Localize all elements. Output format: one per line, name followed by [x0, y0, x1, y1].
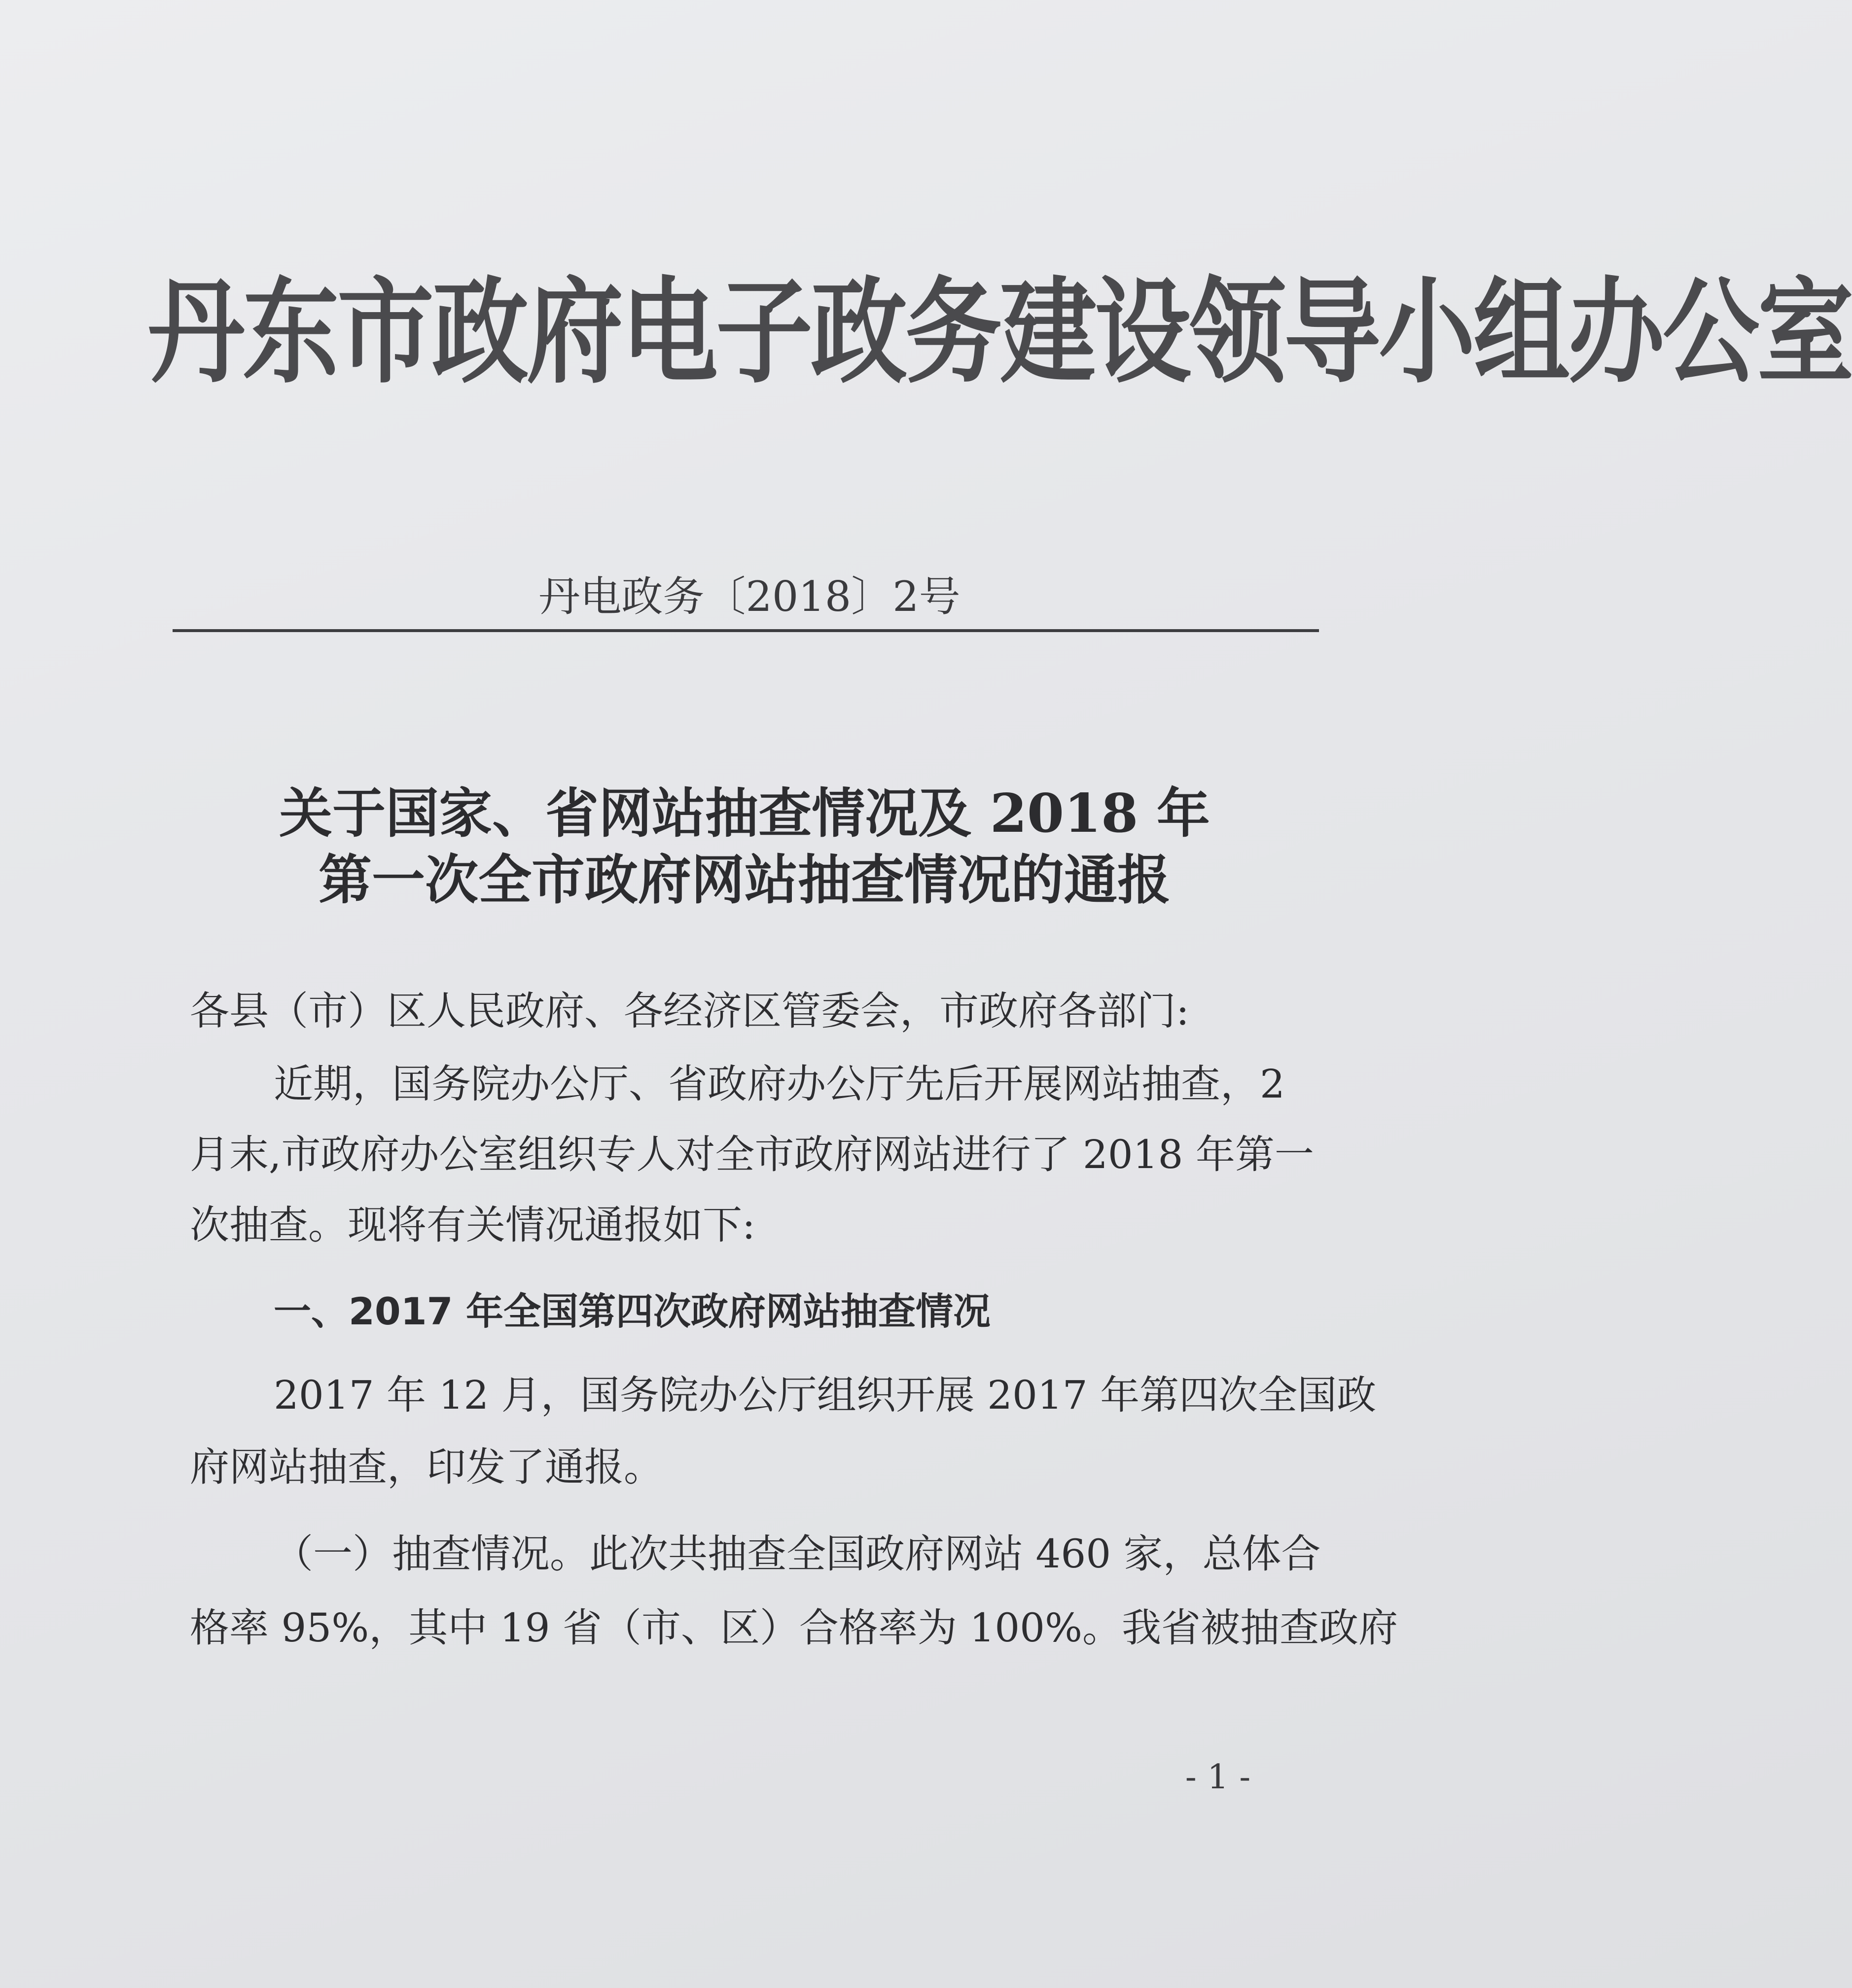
document-title-line-2: 第一次全市政府网站抽查情况的通报 — [318, 849, 1171, 911]
section-heading-1: 一、2017 年全国第四次政府网站抽查情况 — [274, 1289, 991, 1333]
document-title-line-1: 关于国家、省网站抽查情况及 2018 年 — [279, 782, 1210, 845]
section-1-paragraph-2-line-2: 格率 95%，其中 19 省（市、区）合格率为 100%。我省被抽查政府 — [190, 1605, 1398, 1651]
document-number: 丹电政务〔2018〕2号 — [538, 572, 961, 621]
addressee-line: 各县（市）区人民政府、各经济区管委会，市政府各部门: — [190, 988, 1189, 1034]
section-1-paragraph-1-line-2: 府网站抽查，印发了通报。 — [190, 1444, 663, 1490]
issuer-header: 丹东市政府电子政务建设领导小组办公室 — [148, 266, 1852, 399]
header-divider — [173, 629, 1319, 632]
intro-paragraph-line-1: 近期，国务院办公厅、省政府办公厅先后开展网站抽查，2 — [274, 1061, 1285, 1107]
section-1-paragraph-1-line-1: 2017 年 12 月，国务院办公厅组织开展 2017 年第四次全国政 — [274, 1372, 1377, 1418]
intro-paragraph-line-3: 次抽查。现将有关情况通报如下: — [190, 1202, 755, 1248]
section-1-paragraph-2-line-1: （一）抽查情况。此次共抽查全国政府网站 460 家，总体合 — [274, 1531, 1321, 1577]
page-number: - 1 - — [1185, 1758, 1251, 1797]
intro-paragraph-line-2: 月末,市政府办公室组织专人对全市政府网站进行了 2018 年第一 — [190, 1132, 1314, 1177]
